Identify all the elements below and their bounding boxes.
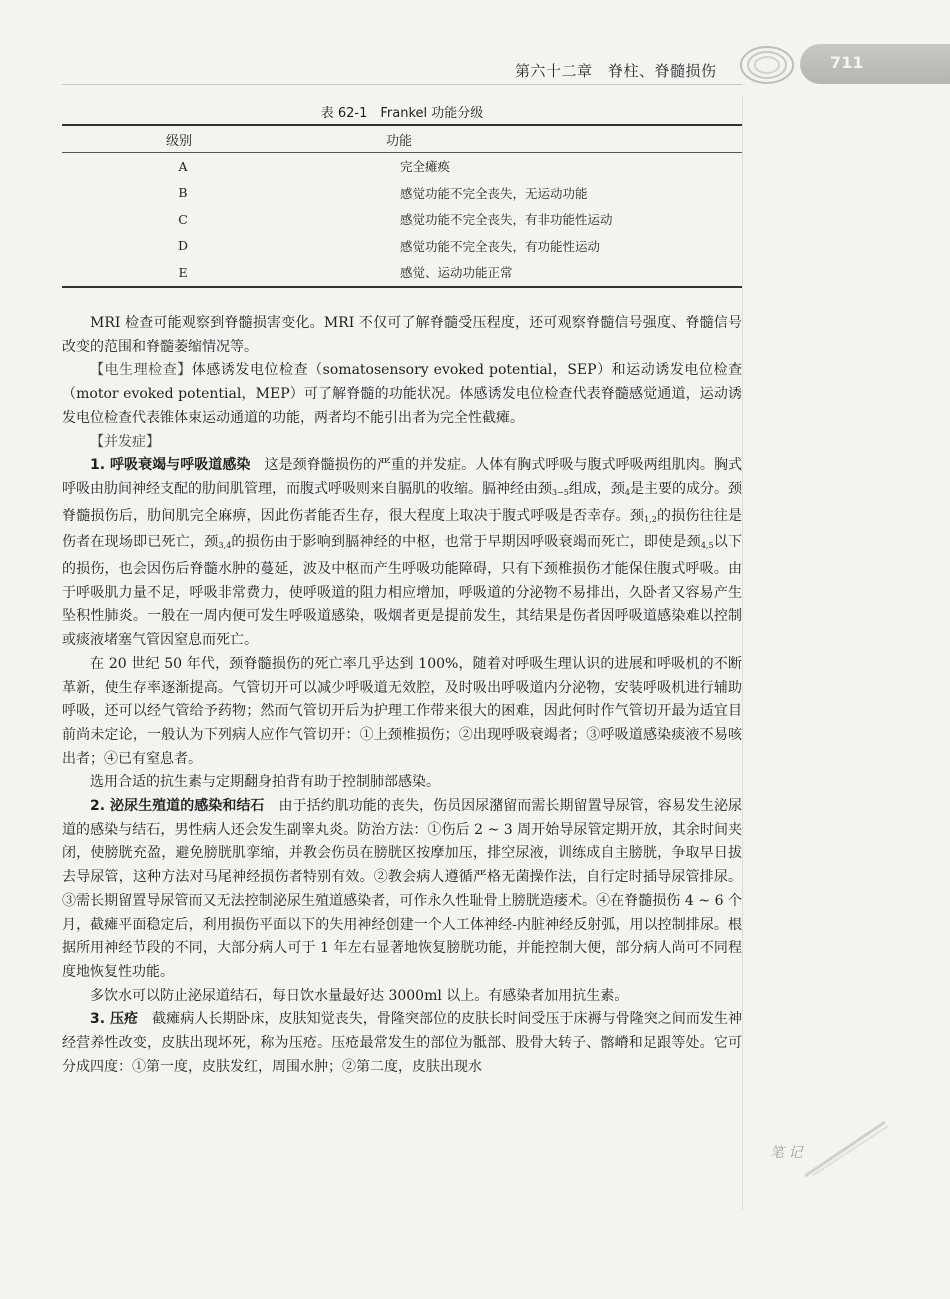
column-header-function: 功能 — [304, 125, 742, 153]
table-caption: 表 62-1 Frankel 功能分级 — [320, 106, 484, 121]
table-header-row — [62, 125, 742, 153]
table-row — [62, 233, 742, 260]
subscript: 3~5 — [552, 487, 569, 497]
section-label-text: 【并发症】 — [90, 433, 160, 450]
paragraph-electrophysiology — [62, 359, 742, 430]
chapter-title: 第六十二章 脊柱、脊髓损伤 — [515, 62, 717, 80]
paragraph-antibiotics: 选用合适的抗生素与定期翻身拍背有助于控制肺部感染。 — [90, 774, 440, 791]
header-divider — [62, 84, 742, 85]
text-run: 组成，颈 — [568, 480, 625, 497]
page-number: 711 — [830, 53, 864, 72]
page-number-tab — [800, 44, 950, 84]
function-cell: 感觉、运动功能正常 — [304, 259, 742, 287]
paragraph-mri: MRI 检查可能观察到脊髓损害变化。MRI 不仅可了解脊髓受压程度，还可观察脊髓信号强度、脊髓信号改变的范围和脊髓萎缩情况等。 — [62, 315, 742, 355]
main-text — [62, 312, 742, 1080]
pen-icon — [800, 1118, 890, 1178]
function-cell: 感觉功能不完全丧失，无运动功能 — [400, 185, 588, 201]
notes-label: 笔 记 — [770, 1145, 803, 1161]
chapter-swirl-icon — [735, 42, 795, 88]
subscript: 3,4 — [218, 541, 232, 551]
function-cell: 完全瘫痪 — [400, 159, 451, 175]
grade-cell: B — [178, 185, 188, 201]
subscript: 4 — [624, 487, 631, 497]
table-row — [62, 259, 742, 287]
frankel-table — [62, 124, 742, 288]
text-run: 这是颈脊髓损伤的严重的并发症。人体有胸式呼吸与腹式呼吸两组肌肉。胸式呼吸由肋间神经支配的肋间肌管理，而腹式呼吸则来自膈肌的收缩。膈神经由颈 — [62, 457, 742, 497]
paragraph-water-intake: 多饮水可以防止泌尿道结石，每日饮水量最好达 3000ml 以上。有感染者加用抗生素。 — [90, 987, 629, 1004]
subscript: 1,2 — [644, 514, 657, 524]
table-row — [62, 153, 742, 180]
function-cell: 感觉功能不完全丧失，有功能性运动 — [400, 238, 601, 254]
text-run: 是主要的成分。颈脊髓损伤后，肋间肌完全麻痹，因此伤者能否生存，很大程度上取决于腹式呼吸是否幸存。颈 — [62, 480, 743, 524]
text-run: 的损伤由于影响到膈神经的中枢，也常于早期因呼吸衰竭而死亡，即使是颈 — [231, 534, 701, 551]
text-run: 以下的损伤，也会因伤后脊髓水肿的蔓延，波及中枢而产生呼吸功能障碍，只有下颈椎损伤才能保住腹式呼吸。由于呼吸肌力量不足，呼吸非常费力，使呼吸道的阻力相应增加，呼吸道的分泌物不易排出，久卧者又容易产生坠积性肺炎。一般在一周内便可发生呼吸道感染，吸烟者更是提前发生，其结果是伤者因呼吸道感染难以控制或痰液堵塞气管因窒息而死亡。 — [62, 534, 743, 649]
text-run: 的损伤往往是伤者在现场即已死亡，颈 — [62, 507, 743, 551]
subheading-respiratory: 1. 呼吸衰竭与呼吸道感染 — [90, 457, 251, 474]
paragraph-urinary — [62, 795, 742, 985]
grade-cell: D — [177, 238, 189, 254]
grade-cell: E — [62, 259, 304, 287]
function-cell: 感觉功能不完全丧失，有非功能性运动 — [400, 212, 613, 228]
grade-cell: C — [178, 211, 188, 227]
column-header-grade: 级别 — [62, 125, 304, 153]
grade-cell: A — [178, 158, 188, 174]
paragraph-text: 体感诱发电位检查（somatosensory evoked potential，SEP）和运动诱发电位检查（motor evoked potential，MEP）可了解脊髓的功能状况。体感诱发电位检查代表脊髓感觉通道，运动诱发电位检查代表锥体束运动通道的功能，两者均不能引出者为完全性截瘫。 — [62, 362, 742, 426]
section-label-complications — [62, 431, 742, 455]
subheading-pressure-sores: 3. 压疮 — [90, 1011, 139, 1028]
subscript: 4,5 — [700, 541, 714, 551]
subheading-urinary: 2. 泌尿生殖道的感染和结石 — [90, 798, 265, 815]
paragraph-text: 截瘫病人长期卧床，皮肤知觉丧失，骨隆突部位的皮肤长时间受压于床褥与骨隆突之间而发生神经营养性改变，皮肤出现坏死，称为压疮。压疮最常发生的部位为骶部、股骨大转子、髂嵴和足跟等处。它可分成四度：①第一度，皮肤发红，周围水肿；②第二度，皮肤出现水 — [62, 1011, 743, 1075]
paragraph-tracheotomy: 在 20 世纪 50 年代，颈脊髓损伤的死亡率几乎达到 100%，随着对呼吸生理认识的进展和呼吸机的不断革新，使生存率逐渐提高。气管切开可以减少呼吸道无效腔，及时吸出呼吸道内分泌物，安装呼吸机进行辅助呼吸，还可以经气管给予药物；然而气管切开后为护理工作带来很大的困难，因此何时作气管切开最为适宜目前尚未定论，一般认为下列病人应作气管切开：①上颈椎损伤；②出现呼吸衰竭者；③呼吸道感染痰液不易咳出者；④已有窒息者。 — [62, 655, 742, 767]
table-row — [62, 180, 742, 207]
paragraph-respiratory — [62, 454, 742, 653]
paragraph-text: 由于括约肌功能的丧失，伤员因尿潴留而需长期留置导尿管，容易发生泌尿道的感染与结石，男性病人还会发生副睾丸炎。防治方法：①伤后 2 ~ 3 周开始导尿管定期开放，其余时间夹闭，使膀胱充盈，避免膀胱肌挛缩，并教会伤员在膀胱区按摩加压，排空尿液，训练成自主膀胱，争取早日拔去导尿管，这种方法对马尾神经损伤者特别有效。②教会病人遵循严格无菌操作法，自行定时插导尿管排尿。③需长期留置导尿管而又无法控制泌尿生殖道感染者，可作永久性耻骨上膀胱造瘘术。④在脊髓损伤 4 ~ 6 个月，截瘫平面稳定后，利用损伤平面以下的失用神经创建一个人工体神经-内脏神经反射弧，用以控制排尿。根据所用神经节段的不同，大部分病人可于 1 年左右显著地恢复膀胱功能，并能控制大便，部分病人尚可不同程度地恢复性功能。 — [62, 798, 742, 980]
margin-divider — [742, 95, 743, 1210]
paragraph-pressure-sores — [62, 1008, 742, 1079]
table-row — [62, 206, 742, 233]
section-label-electrophysiology: 【电生理检查】 — [90, 362, 192, 379]
